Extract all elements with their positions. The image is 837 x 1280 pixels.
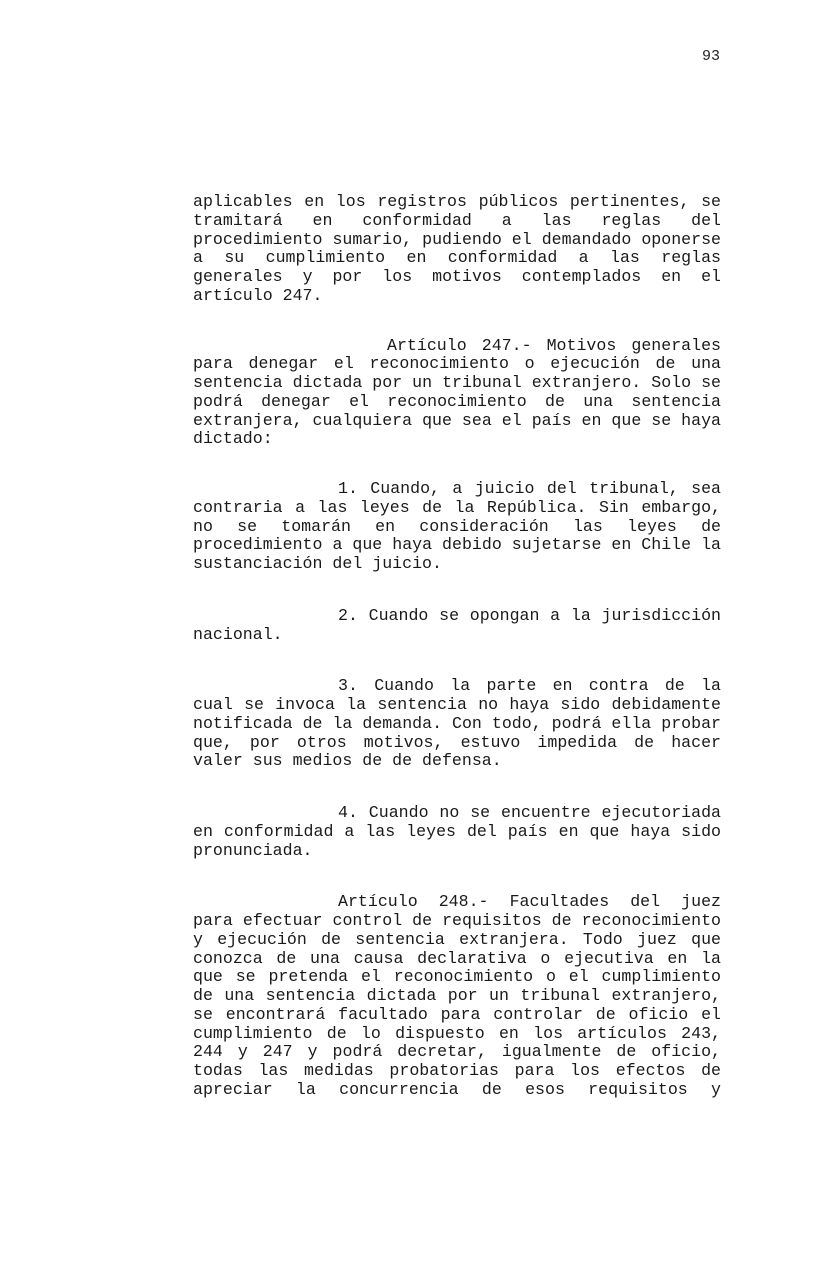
list-item-heading-line: 1. Cuando, a juicio del tribunal, sea	[338, 479, 721, 498]
text-line: nacional.	[193, 624, 283, 644]
list-item-heading-line: 3. Cuando la parte en contra de la	[338, 676, 721, 696]
text-line: en conformidad a las leyes del país en que haya sido	[193, 821, 721, 841]
text-line: notificada de la demanda. Con todo, podrá ella probar	[193, 713, 721, 733]
text-line: 244 y 247 y podrá decretar, igualmente de oficio,	[193, 1042, 721, 1062]
text-line: a su cumplimiento en conformidad a las reglas	[193, 248, 721, 268]
paragraph-item-2	[193, 607, 721, 645]
list-item-heading-line: 2. Cuando se opongan a la jurisdicción	[338, 605, 721, 625]
text-line: contraria a las leyes de la República. Sin embargo,	[193, 497, 721, 517]
text-line: procedimiento a que haya debido sujetarse en Chile la	[193, 535, 721, 555]
article-heading-line: Artículo 248.- Facultades del juez	[338, 892, 721, 912]
paragraph-item-4	[193, 804, 721, 860]
text-line: que se pretenda el reconocimiento o el cumplimiento	[193, 967, 721, 987]
text-line: podrá denegar el reconocimiento de una sentencia	[193, 391, 721, 411]
text-line: cual se invoca la sentencia no haya sido debidamente	[193, 695, 721, 714]
text-line: que, por otros motivos, estuvo impedida de hacer	[193, 732, 721, 752]
text-line: para denegar el reconocimiento o ejecución de una	[193, 354, 721, 374]
text-line: sentencia dictada por un tribunal extranjero. Solo se	[193, 373, 721, 392]
text-line: dictado:	[193, 429, 273, 449]
text-line: y ejecución de sentencia extranjera. Todo juez que	[193, 929, 721, 949]
text-line: tramitará en conformidad a las reglas del	[193, 210, 721, 230]
text-line: procedimiento sumario, pudiendo el demandado oponerse	[193, 229, 721, 249]
article-heading-line: Artículo 247.- Motivos generales	[387, 335, 721, 355]
text-line: para efectuar control de requisitos de reconocimiento	[193, 911, 721, 930]
text-line: pronunciada.	[193, 840, 313, 860]
paragraph-continuation	[193, 193, 721, 306]
page-number: 93	[701, 48, 720, 65]
list-item-heading-line: 4. Cuando no se encuentre ejecutoriada	[338, 803, 721, 822]
text-line: aplicables en los registros públicos pertinentes, se	[193, 192, 721, 211]
text-line: no se tomarán en consideración las leyes de	[193, 516, 721, 536]
document-body	[193, 193, 721, 1100]
text-line: sustanciación del juicio.	[193, 554, 442, 573]
text-line: generales y por los motivos contemplados en el	[193, 267, 721, 286]
text-line: conozca de una causa declarativa o ejecutiva en la	[193, 948, 721, 968]
text-line: extranjera, cualquiera que sea el país en que se haya	[193, 410, 721, 430]
paragraph-articulo-248	[193, 893, 721, 1099]
text-line: artículo 247.	[193, 285, 323, 305]
text-line: apreciar la concurrencia de esos requisitos y	[193, 1079, 721, 1099]
text-line: de una sentencia dictada por un tribunal extranjero,	[193, 986, 721, 1005]
text-line: se encontrará facultado para controlar de oficio el	[193, 1004, 721, 1024]
paragraph-item-3	[193, 677, 721, 771]
text-line: valer sus medios de de defensa.	[193, 751, 502, 771]
text-line: todas las medidas probatorias para los efectos de	[193, 1061, 721, 1080]
text-line: cumplimiento de lo dispuesto en los artículos 243,	[193, 1023, 721, 1043]
paragraph-articulo-247	[193, 337, 721, 450]
paragraph-item-1	[193, 480, 721, 574]
